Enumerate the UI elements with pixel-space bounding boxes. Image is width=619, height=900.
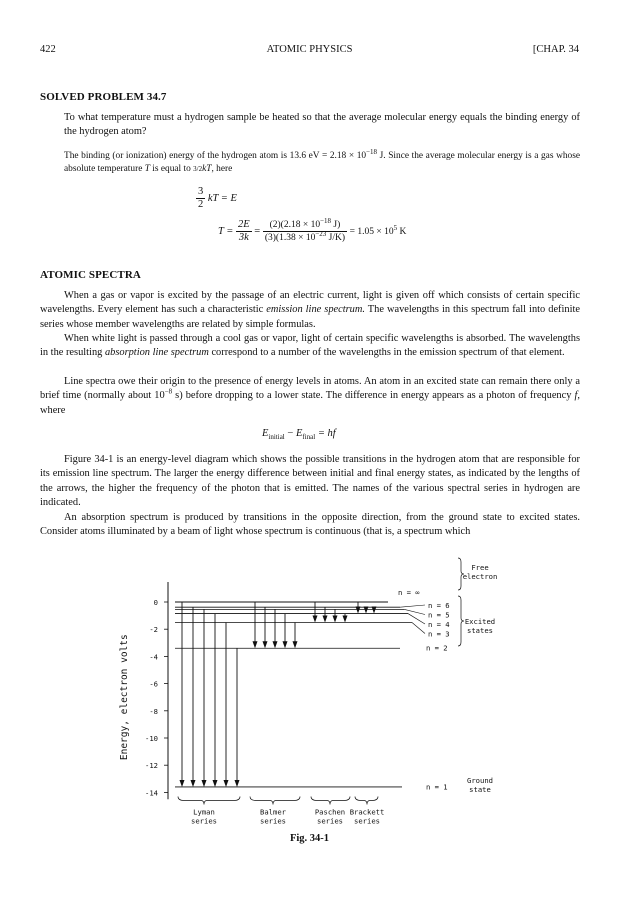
paragraph-emission: When a gas or vapor is excited by the passage of an electric current, light is given off which consists of certain specific wavelengths. Every element has such a characteristic emission line spectrum. The wavelengths in this spectrum fall into definite series whose member wavelengths are related by simple formulas. xyxy=(40,290,580,330)
excited-states-brace xyxy=(458,596,464,646)
y-tick-label: -14 xyxy=(145,788,158,798)
problem-answer: The binding (or ionization) energy of the hydrogen atom is 13.6 eV = $2.18 \times 10^{-18}$ J. Since the average molecular energy is a gas whose absolute temperature T is equal to 3/2kT, here xyxy=(64,147,581,175)
y-tick-label: -10 xyxy=(145,734,158,743)
chapter-label: [CHAP. 34 xyxy=(532,44,579,55)
level-leader-line xyxy=(400,605,425,607)
solved-problem-heading: SOLVED PROBLEM 34.7 xyxy=(40,91,167,103)
series-name: Brackett xyxy=(349,807,385,817)
equation-photon-energy: $E_{initial} - E_{final}$ = hf xyxy=(262,428,336,442)
y-tick-label: -8 xyxy=(149,706,158,716)
y-tick-label: -12 xyxy=(145,761,158,771)
energy-level-label: n = 5 xyxy=(428,610,450,620)
paragraph-absorption: When white light is passed through a cool gas or vapor, light of certain specific wavelengths is absorbed. The wavelengths in the resulting absorption line spectrum correspond to a number of the wavelengths in the emission spectrum of that element. xyxy=(40,333,580,359)
ground-state-label: Ground xyxy=(467,775,493,785)
transition-arrowhead xyxy=(372,607,377,614)
energy-level-label: n = ∞ xyxy=(398,588,420,597)
page-number: 422 xyxy=(40,44,56,55)
y-tick-label: 0 xyxy=(153,598,158,607)
y-axis-label: Energy, electron volts xyxy=(119,634,130,761)
transition-arrowhead xyxy=(333,616,338,623)
transition-arrowhead xyxy=(263,641,268,648)
page-header xyxy=(40,44,579,58)
equation-temperature: T = $\frac{2E}{3k}$ = $\frac{(2)(2.18 \times 10^{-18} J)}{(3)(1.38 \times 10^{-23} J/K)}$ = $1.05 \times 10^5$ K xyxy=(218,216,407,243)
transition-arrowhead xyxy=(202,780,207,787)
series-name: Paschen xyxy=(314,807,346,817)
transition-arrowhead xyxy=(356,607,361,614)
transition-arrowhead xyxy=(343,616,348,623)
excited-states-label: Excited xyxy=(464,617,496,626)
transition-arrowhead xyxy=(253,641,258,648)
y-tick-label: -4 xyxy=(149,652,158,662)
series-name: Balmer xyxy=(260,807,286,817)
transition-arrowhead xyxy=(224,780,229,787)
excited-states-label: states xyxy=(467,626,493,635)
series-brace xyxy=(250,796,300,804)
problem-question: To what temperature must a hydrogen sample be heated so that the average molecular energy equals the binding energy of the hydrogen atom? xyxy=(64,112,580,138)
paragraph-absorption-transitions: An absorption spectrum is produced by transitions in the opposite direction, from the ground state to excited states. Consider atoms illuminated by a beam of light whose spectrum is continuous (that is, a spectrum which xyxy=(40,512,580,538)
transition-arrowhead xyxy=(273,641,278,648)
transition-arrowhead xyxy=(293,641,298,648)
free-electron-label: Free xyxy=(471,563,489,572)
level-leader-line xyxy=(412,623,425,634)
ground-state-label: state xyxy=(469,784,491,794)
energy-level-label: n = 2 xyxy=(426,643,448,653)
transition-arrowhead xyxy=(180,780,185,787)
atomic-spectra-heading: ATOMIC SPECTRA xyxy=(40,269,141,281)
figure-caption: Fig. 34-1 xyxy=(289,833,330,844)
transition-arrowhead xyxy=(235,780,240,787)
transition-arrowhead xyxy=(191,780,196,787)
series-name: series xyxy=(260,816,286,826)
series-name: series xyxy=(191,816,217,826)
series-brace xyxy=(178,796,240,804)
transition-arrowhead xyxy=(283,641,288,648)
energy-level-label: n = 6 xyxy=(428,601,450,610)
transition-arrowhead xyxy=(323,616,328,623)
paragraph-figure-description: Figure 34-1 is an energy-level diagram which shows the possible transitions in the hydrogen atom that are responsible for its emission line spectrum. The larger the energy difference between initial and final energy states, as indicated by the lengths of the arrows, the higher the frequency of the photon that is emitted. The names of the various spectral series in hydrogen are indicated. xyxy=(40,454,580,509)
energy-level-label: n = 3 xyxy=(428,629,450,639)
equation-kinetic-energy: $\frac{3}{2}$ kT = E xyxy=(198,186,237,210)
free-electron-label: electron xyxy=(462,572,498,581)
series-name: series xyxy=(317,816,343,826)
energy-level-diagram xyxy=(0,550,619,840)
y-tick-label: -2 xyxy=(149,625,158,635)
series-brace xyxy=(355,796,378,804)
transition-arrowhead xyxy=(313,616,318,623)
energy-level-label: n = 1 xyxy=(426,782,448,792)
series-name: Lyman xyxy=(193,807,215,817)
paragraph-energy-levels: Line spectra owe their origin to the presence of energy levels in atoms. An atom in an excited state can remain there only a brief time (normally about $10^{-8}$ s) before dropping to a lower state. The difference in energy appears as a photon of frequency f, where xyxy=(40,376,580,416)
energy-level-label: n = 4 xyxy=(428,620,450,629)
transition-arrowhead xyxy=(364,607,369,614)
series-name: series xyxy=(354,816,380,826)
transition-arrowhead xyxy=(213,780,218,787)
y-tick-label: -6 xyxy=(149,679,158,689)
running-title: ATOMIC PHYSICS xyxy=(266,44,353,55)
series-brace xyxy=(311,796,350,804)
